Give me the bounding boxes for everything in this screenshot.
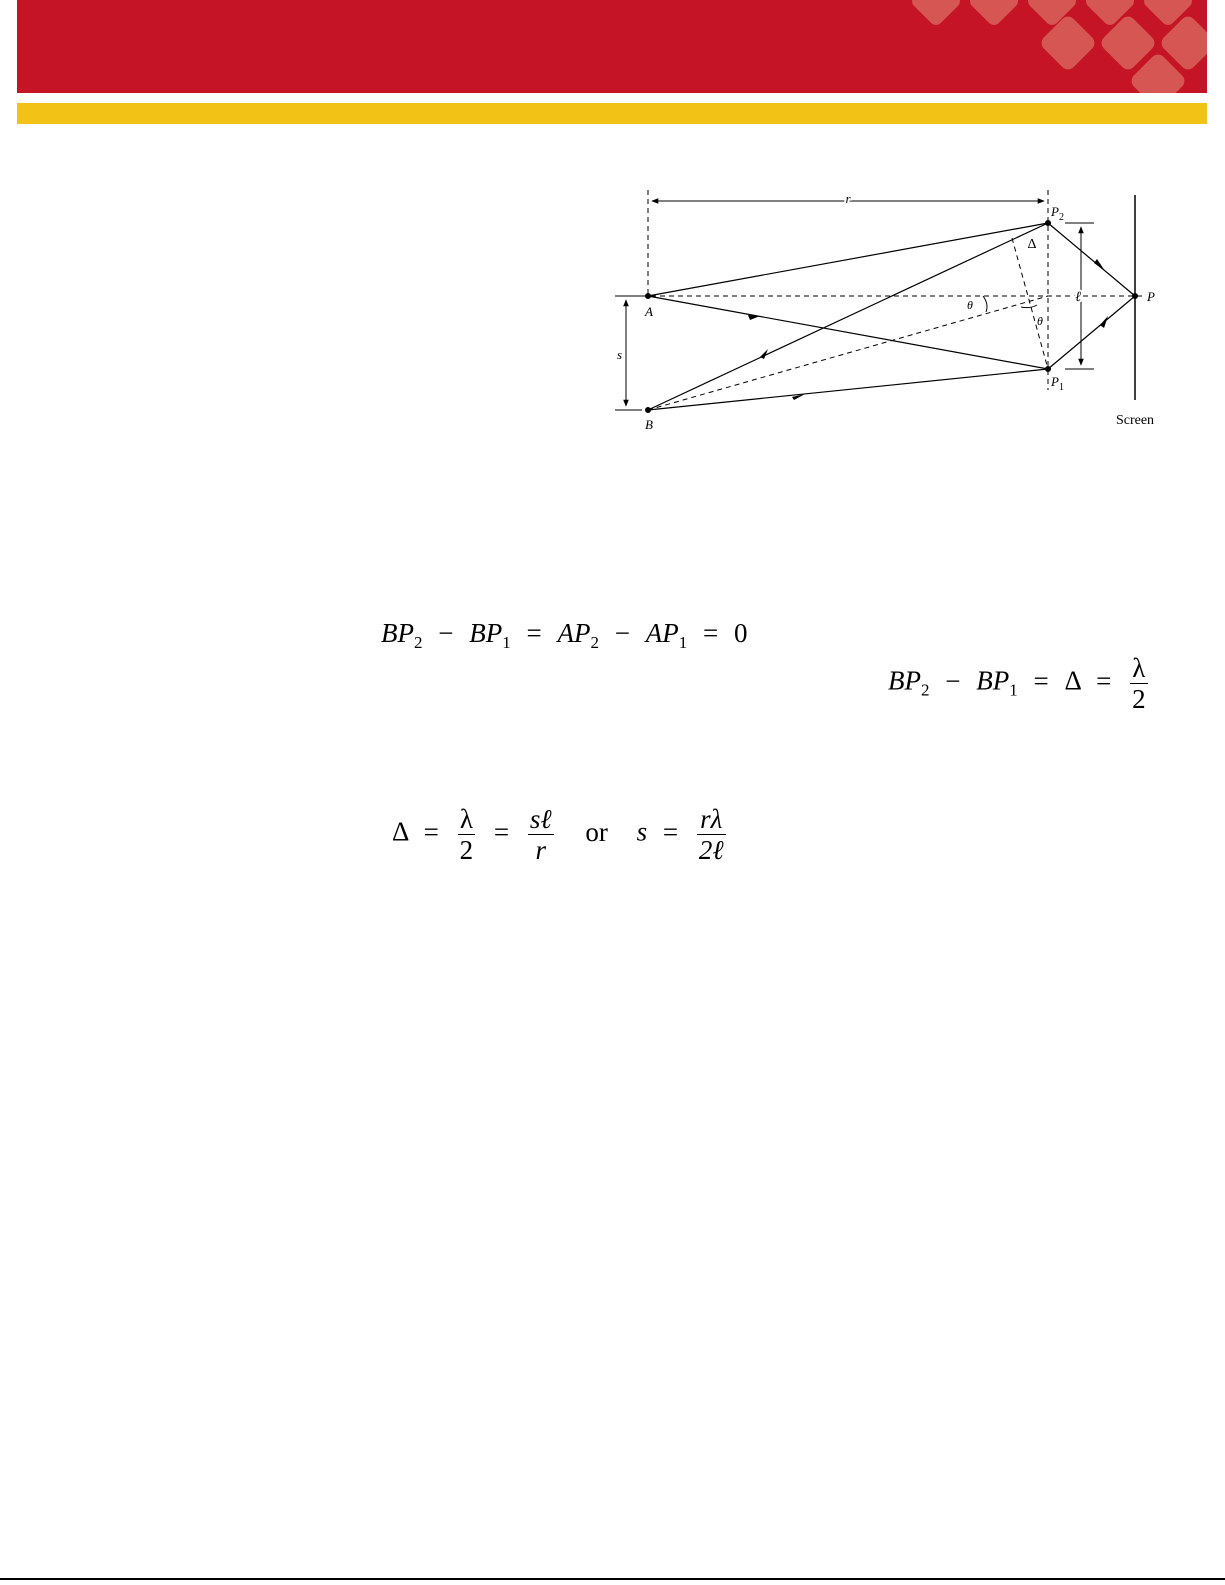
point-B [645,407,651,413]
label-P1 [1050,374,1064,393]
label-P2-sub: 2 [1058,212,1064,223]
banner-gap [17,93,1207,103]
eq3-word-or: or [585,816,608,847]
ray-P1-P [1048,296,1135,369]
label-screen: Screen [1115,413,1155,428]
eq3-fraction-2 [528,804,554,865]
eq1-term-2: BP [469,618,503,648]
eq3-fraction-3-denominator: 2ℓ [698,835,724,865]
eq3-op-2: = [493,816,510,847]
arrow-P1-P [1100,316,1108,328]
label-P: P [1147,289,1155,304]
point-A [645,293,651,299]
eq3-fraction-1-denominator: 2 [459,835,474,865]
equation-path-difference-zero [381,618,747,653]
eq2-term-1: BP [888,665,921,696]
eq3-fraction-2-numerator: sℓ [529,804,552,834]
label-B: B [645,417,653,432]
label-s: s [616,347,622,362]
ray-B-P1 [648,369,1048,410]
eq1-sub-4: 1 [678,633,688,652]
eq3-fraction-2-denominator: r [535,835,546,865]
angle-arc-theta-right [1021,305,1037,308]
eq1-term-5: 0 [733,618,748,648]
point-P1 [1045,366,1051,372]
label-P1-main: P [1051,374,1059,389]
label-P2-main: P [1051,204,1059,219]
label-P2 [1050,204,1064,223]
label-P1-sub: 1 [1058,382,1064,393]
equation-path-difference-half-wave [888,653,1151,714]
banner-background [17,0,1207,93]
ray-P2-P [1048,223,1135,296]
eq1-sub-1: 2 [414,633,423,652]
eq2-fraction-numerator: λ [1130,653,1148,684]
ray-A-P1 [648,296,1048,369]
point-P2 [1045,220,1051,226]
equation-source-separation [392,804,729,865]
point-P [1132,293,1138,299]
eq1-sub-2: 1 [502,633,511,652]
eq2-term-2: BP [976,665,1010,696]
eq3-fraction-1-numerator: λ [458,804,476,835]
eq2-fraction [1130,653,1148,714]
label-r: r [845,191,851,206]
eq2-op-1: − [945,665,961,696]
perpendicular-dashed [1012,238,1048,369]
angle-arc-theta-left [983,296,987,312]
bottom-rule [0,1578,1225,1580]
label-ell: ℓ [1075,290,1081,305]
eq1-op-2: = [526,618,542,648]
eq2-fraction-denominator: 2 [1132,684,1146,714]
eq1-op-1: − [438,618,454,648]
eq3-op-1: = [423,816,439,847]
eq1-sub-3: 2 [590,633,599,652]
ray-A-P2 [648,223,1048,296]
eq3-fraction-3-numerator: rλ [697,804,726,835]
eq3-fraction-1 [458,804,476,865]
ray-B-P2 [648,223,1048,410]
eq1-op-3: − [614,618,630,648]
eq1-op-4: = [702,618,719,648]
label-theta-left: θ [967,298,973,312]
header-banner [17,0,1207,93]
eq1-term-4: AP [645,618,679,648]
eq1-term-1: BP [381,618,414,648]
eq3-op-3: = [662,816,679,847]
label-theta-right: θ [1037,314,1043,328]
eq2-sub-1: 2 [921,680,930,700]
arrow-P2-P [1094,259,1105,271]
label-delta: Δ [1027,237,1037,252]
eq3-term-2: s [636,816,648,847]
ray-B-midpoint-dashed [648,296,1048,410]
eq3-term-1: Δ [392,816,408,847]
eq2-op-3: = [1096,665,1112,696]
interference-diagram [600,185,1185,440]
eq2-sub-2: 1 [1009,680,1018,700]
eq3-fraction-3 [697,804,726,865]
label-A: A [645,304,653,319]
eq2-term-3: Δ [1064,665,1081,696]
eq1-term-3: AP [557,618,591,648]
eq2-op-2: = [1033,665,1049,696]
accent-stripe [17,103,1207,124]
